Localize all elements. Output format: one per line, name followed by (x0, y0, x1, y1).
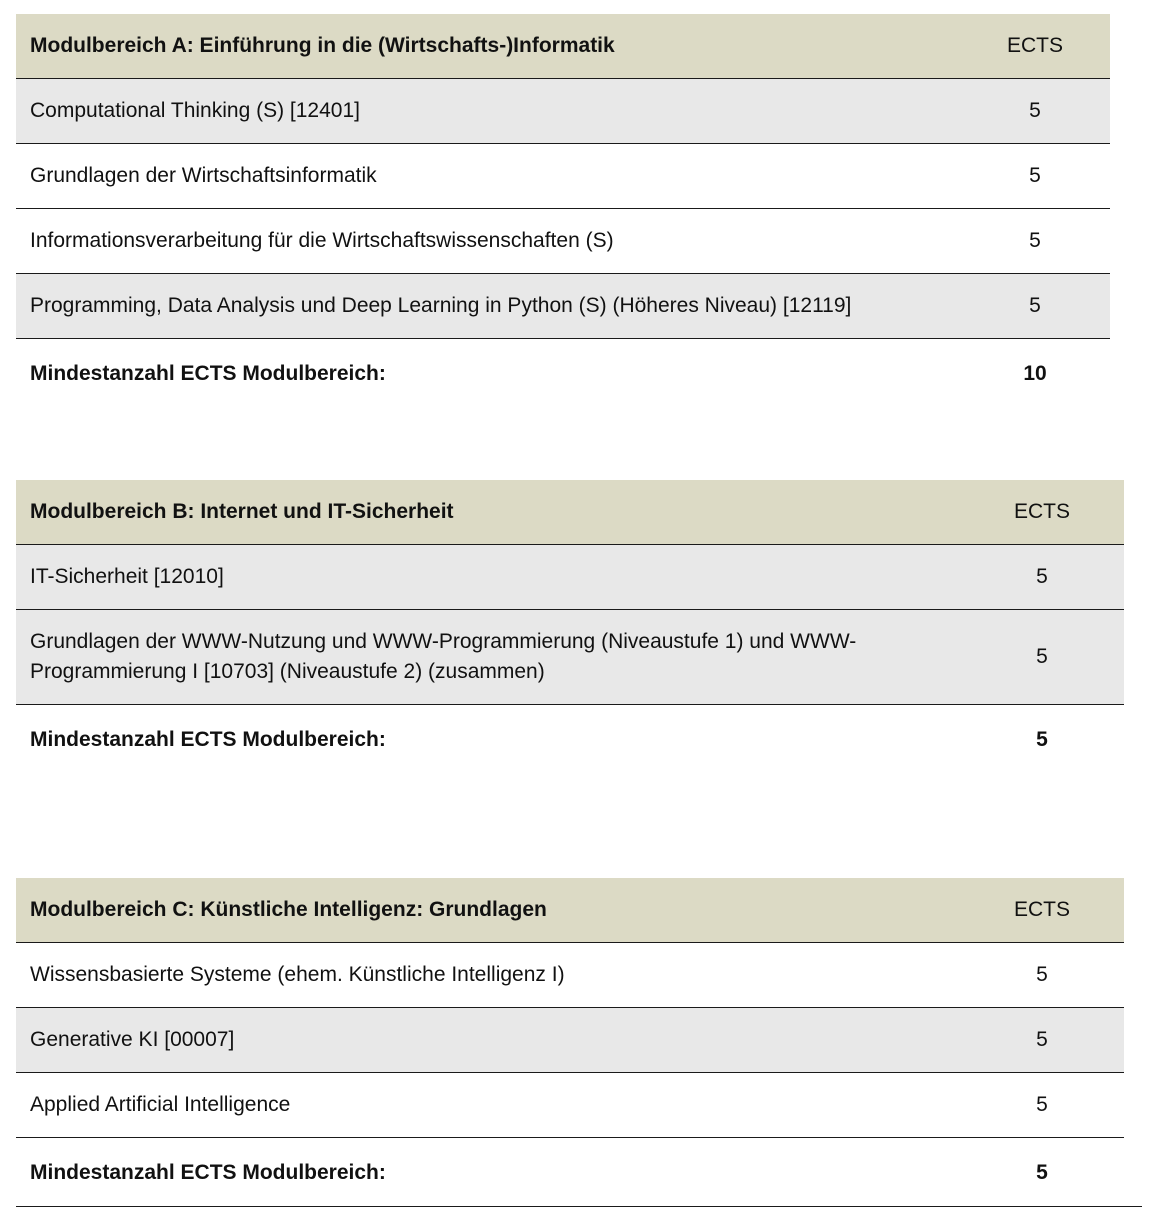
total-value: 10 (1023, 362, 1047, 385)
module-total-row (16, 339, 1110, 410)
table-row (16, 79, 1110, 144)
module-table-a (16, 14, 1110, 409)
course-name: Generative KI [00007] (16, 1008, 960, 1073)
course-name: Grundlagen der WWW-Nutzung und WWW-Programmierung (Niveaustufe 1) und WWW-Programmierung I [10703] (Niveaustufe 2) (zusammen) (16, 610, 960, 705)
module-title: Modulbereich B: Internet und IT-Sicherheit (16, 480, 960, 545)
course-name: Grundlagen der Wirtschaftsinformatik (16, 144, 960, 209)
course-ects: 5 (960, 1008, 1124, 1073)
course-name: Wissensbasierte Systeme (ehem. Künstliche Intelligenz I) (16, 943, 960, 1008)
divider (16, 1206, 1142, 1207)
table-row (16, 144, 1110, 209)
total-value: 5 (1036, 1161, 1048, 1184)
ects-header: ECTS (960, 480, 1124, 545)
module-table-c (16, 878, 1124, 1208)
module-total-row (16, 705, 1124, 776)
module-header-b (16, 480, 1124, 545)
total-label: Mindestanzahl ECTS Modulbereich: (30, 728, 386, 751)
course-name: Programming, Data Analysis und Deep Learning in Python (S) (Höheres Niveau) [12119] (16, 274, 960, 339)
ects-header: ECTS (960, 14, 1110, 79)
module-header-a (16, 14, 1110, 79)
course-name: Applied Artificial Intelligence (16, 1073, 960, 1138)
total-value: 5 (1036, 728, 1048, 751)
course-ects: 5 (960, 209, 1110, 274)
total-label: Mindestanzahl ECTS Modulbereich: (30, 1161, 386, 1184)
module-header-c (16, 878, 1124, 943)
total-label: Mindestanzahl ECTS Modulbereich: (30, 362, 386, 385)
table-row (16, 943, 1124, 1008)
course-ects: 5 (960, 274, 1110, 339)
table-row (16, 545, 1124, 610)
table-row (16, 274, 1110, 339)
course-name: Informationsverarbeitung für die Wirtschaftswissenschaften (S) (16, 209, 960, 274)
table-row (16, 1073, 1124, 1138)
course-ects: 5 (960, 943, 1124, 1008)
course-name: Computational Thinking (S) [12401] (16, 79, 960, 144)
ects-header: ECTS (960, 878, 1124, 943)
module-table-b (16, 480, 1124, 775)
course-ects: 5 (960, 79, 1110, 144)
course-ects: 5 (960, 144, 1110, 209)
course-ects: 5 (960, 545, 1124, 610)
table-row (16, 610, 1124, 705)
course-name: IT-Sicherheit [12010] (16, 545, 960, 610)
table-row (16, 1008, 1124, 1073)
course-ects: 5 (960, 610, 1124, 705)
module-title: Modulbereich C: Künstliche Intelligenz: Grundlagen (16, 878, 960, 943)
course-ects: 5 (960, 1073, 1124, 1138)
table-row (16, 209, 1110, 274)
module-title: Modulbereich A: Einführung in die (Wirtschafts-)Informatik (16, 14, 960, 79)
module-total-row (16, 1138, 1124, 1209)
